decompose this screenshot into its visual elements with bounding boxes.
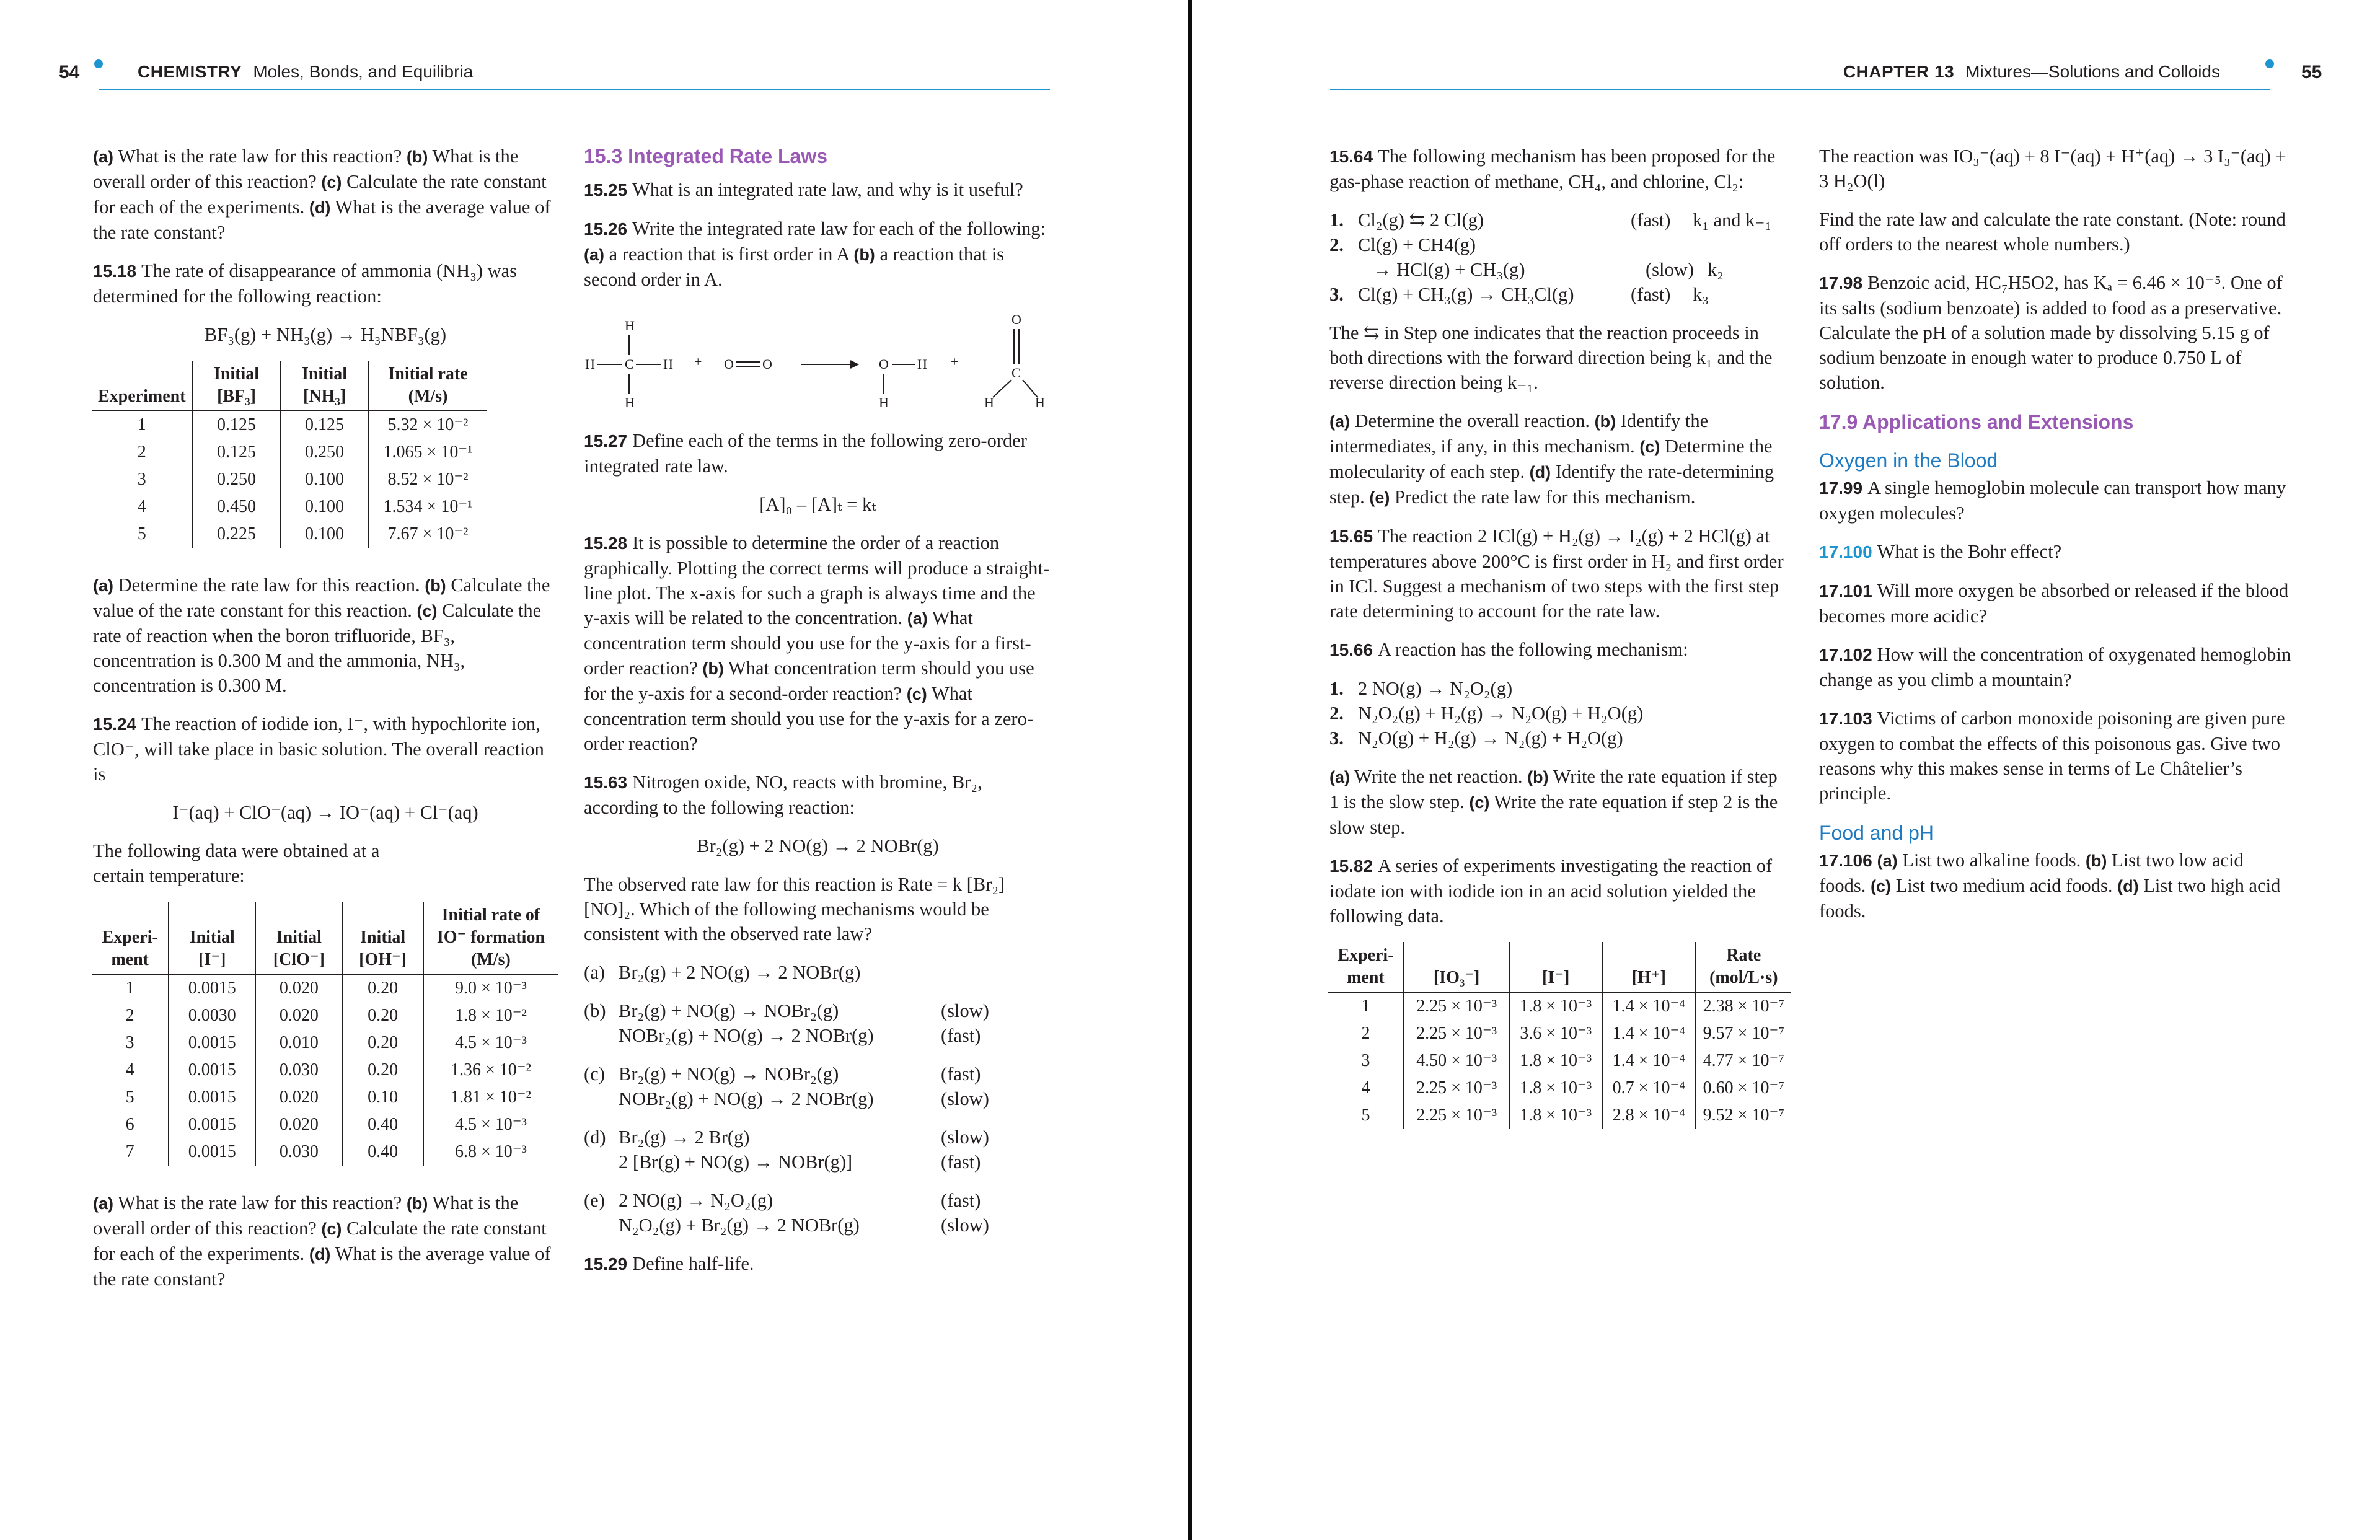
table-cell: 0.60 × 10⁻⁷ (1696, 1075, 1791, 1102)
running-head-chapter: CHAPTER 13 (1843, 62, 1955, 81)
option-speed-tag: (slow) (941, 1215, 989, 1236)
table-cell: 1.8 × 10⁻² (423, 1002, 558, 1029)
table-cell: 2.25 × 10⁻³ (1404, 1075, 1509, 1102)
table-row (92, 1084, 558, 1111)
option-label: (c) (584, 1063, 605, 1085)
table-row (92, 974, 558, 1002)
table-header-cell: Initial [ClO⁻] (255, 902, 342, 974)
header-accent-dot (94, 59, 103, 68)
table-cell: 3 (1361, 1051, 1370, 1070)
question-15-63-text: The observed rate law for this reaction is Rate = k [Br₂][NO]₂. Which of the following mechanisms would be consistent with the observed rate law? (584, 874, 1005, 944)
table-cell: 2 (125, 1006, 134, 1025)
option-reaction: 2 [Br(g) + NO(g) → NOBr(g)] (619, 1151, 853, 1173)
option-reaction: Br₂(g) + NO(g) → NOBr₂(g) (619, 1000, 839, 1021)
question-17-102: 17.102 How will the concentration of oxygenated hemoglobin change as you climb a mountain? (1819, 644, 2291, 690)
table-cell: 4 (137, 497, 146, 516)
left-page-header (0, 59, 1188, 90)
step-reaction: Cl(g) + CH4(g) (1358, 234, 1476, 255)
header-accent-dot (2265, 59, 2274, 68)
rate-data-table-bf3 (92, 361, 487, 548)
table-header-cell: Rate (mol/L·s) (1696, 942, 1791, 992)
formaldehyde-h-left: H (984, 395, 994, 410)
table-header-cell: [I⁻] (1509, 942, 1602, 992)
table-row (92, 1111, 558, 1138)
table-cell: 4.77 × 10⁻⁷ (1696, 1047, 1791, 1075)
right-page-header (1192, 59, 2380, 90)
subsection-food-ph: Food and pH (1819, 822, 1934, 844)
question-15-63: 15.63 Nitrogen oxide, NO, reacts with bromine, Br₂, according to the following reaction: (584, 772, 982, 818)
table-cell: 1.4 × 10⁻⁴ (1602, 992, 1696, 1020)
step-speed-tag: (slow) (1646, 259, 1694, 280)
table-cell: 0.100 (281, 493, 369, 521)
equation-zero-order: [A]₀ – [A]ₜ = kₜ (759, 494, 876, 515)
arrow-head (850, 361, 858, 368)
question-15-25: 15.25 What is an integrated rate law, and why is it useful? (584, 179, 1023, 200)
mechanism-steps-methane (1329, 208, 1791, 307)
table-row (92, 521, 487, 548)
table-cell: 0.20 (342, 1057, 423, 1084)
methane-h-right: H (663, 356, 673, 372)
table-header-cell: Initial [I⁻] (169, 902, 255, 974)
table-cell: 7 (125, 1142, 134, 1161)
question-15-18-parts: (a) Determine the rate law for this reaction. (b) Calculate the value of the rate constant for this reaction. (c) Calculate the rate of reaction when the boron trifluoride, BF₃, concentration is 0.300 M and the ammonia, NH₃, concentration is 0.300 M. (93, 574, 550, 696)
table-cell: 6.8 × 10⁻³ (423, 1138, 558, 1166)
table-cell: 2.8 × 10⁻⁴ (1602, 1102, 1696, 1129)
table-cell: 9.57 × 10⁻⁷ (1696, 1020, 1791, 1047)
section-title-integrated-rate-laws: 15.3 Integrated Rate Laws (584, 145, 828, 167)
equation-iodide: I⁻(aq) + ClO⁻(aq) → IO⁻(aq) + Cl⁻(aq) (172, 802, 478, 823)
table-cell: 4 (125, 1060, 134, 1080)
table-row (92, 1002, 558, 1029)
table-row (1328, 1102, 1791, 1129)
table-header-cell: Experi-ment (1328, 942, 1404, 992)
table-row (92, 466, 487, 493)
table-cell: 0.100 (281, 466, 369, 493)
table-cell: 2.25 × 10⁻³ (1404, 992, 1509, 1020)
page-number: 54 (59, 62, 80, 82)
mechanism-option (584, 1125, 1052, 1174)
water-h-right: H (917, 356, 927, 372)
question-15-27: 15.27 Define each of the terms in the following zero-order integrated rate law. (584, 430, 1027, 477)
question-15-66-parts: (a) Write the net reaction. (b) Write the rate equation if step 1 is the slow step. (c) Write the rate equation if step 2 is the slow step. (1329, 766, 1778, 838)
table-header-cell: Initial [BF₃] (193, 361, 281, 411)
table-cell: 0.20 (342, 974, 423, 1002)
table-cell: 0.250 (193, 466, 281, 493)
step-reaction: N₂O₂(g) + H₂(g) → N₂O(g) + H₂O(g) (1358, 703, 1644, 724)
step-number: 1. (1329, 678, 1344, 699)
subsection-oxygen-blood: Oxygen in the Blood (1819, 449, 1998, 472)
table-cell: 5 (137, 524, 146, 543)
option-reaction: 2 NO(g) → N₂O₂(g) (619, 1190, 774, 1211)
table-header-cell: Initial [NH₃] (281, 361, 369, 411)
step-number: 3. (1329, 284, 1344, 305)
table-cell: 3 (125, 1033, 134, 1052)
option-label: (e) (584, 1190, 605, 1211)
table-row (1328, 1047, 1791, 1075)
option-speed-tag: (fast) (941, 1190, 981, 1211)
table-row (92, 411, 487, 439)
question-15-26: 15.26 Write the integrated rate law for each of the following: (a) a reaction that is first order in A (b) a reaction that is second order in A. (584, 218, 1046, 290)
question-17-103: 17.103 Victims of carbon monoxide poisoning are given pure oxygen to combat the effects of this poisonous gas. Give two reasons why this makes sense in terms of Le Châtelier’s principle. (1819, 708, 2285, 804)
table-cell: 6 (125, 1115, 134, 1134)
mechanism-option (584, 998, 1052, 1048)
mechanism-options (584, 960, 1052, 1238)
table-cell: 0.0015 (169, 1029, 255, 1057)
question-15-28: 15.28 It is possible to determine the order of a reaction graphically. Plotting the correct terms will produce a straight-line plot. The x-axis for such a graph is always time and the y-axis will be related to the concentration. (a) What concentration term should you use for the y-axis for a first-order reaction? (b) What concentration term should you use for the y-axis for a second-order reaction? (c) What concentration term should you use for the y-axis for a zero-order reaction? (584, 532, 1049, 754)
option-reaction: NOBr₂(g) + NO(g) → 2 NOBr(g) (619, 1025, 874, 1046)
plus-sign-2: + (951, 354, 959, 369)
table-cell: 4 (1361, 1078, 1370, 1098)
equation-bf3: BF₃(g) + NH₃(g) → H₃NBF₃(g) (204, 324, 447, 345)
question-15-82: 15.82 A series of experiments investigating the reaction of iodate ion with iodide ion in an acid solution yielded the following data. (1329, 855, 1773, 926)
table-cell: 0.10 (342, 1084, 423, 1111)
methane-h-bottom: H (625, 395, 635, 410)
table-cell: 1 (137, 415, 146, 434)
left-column-1 (93, 144, 558, 1305)
table-cell: 0.0030 (169, 1002, 255, 1029)
table-cell: 4.5 × 10⁻³ (423, 1029, 558, 1057)
question-15-65: 15.65 The reaction 2 ICl(g) + H₂(g) → I₂(g) + 2 HCl(g) at temperatures above 200°C is first order in H₂ and first order in ICl. Suggest a mechanism of two steps with the first step rate determining to account for the rate law. (1329, 526, 1784, 622)
table-cell: 0.0015 (169, 1138, 255, 1166)
table-cell: 0.450 (193, 493, 281, 521)
reaction-statement: The reaction was IO₃⁻(aq) + 8 I⁻(aq) + H⁺(aq) → 3 I₃⁻(aq) + 3 H₂O(l) (1819, 146, 2286, 191)
water-h-bottom: H (879, 395, 889, 410)
right-page (1192, 0, 2380, 1540)
table-cell: 1.8 × 10⁻³ (1509, 1047, 1602, 1075)
table-cell: 0.40 (342, 1111, 423, 1138)
option-speed-tag: (fast) (941, 1151, 981, 1173)
table-cell: 0.250 (281, 439, 369, 466)
table-cell: 0.7 × 10⁻⁴ (1602, 1075, 1696, 1102)
table-cell: 4.50 × 10⁻³ (1404, 1047, 1509, 1075)
table-cell: 2.25 × 10⁻³ (1404, 1102, 1509, 1129)
question-15-64: 15.64 The following mechanism has been proposed for the gas-phase reaction of methane, CH₄, and chlorine, Cl₂: (1329, 146, 1776, 192)
running-head-subtitle: Mixtures—Solutions and Colloids (1965, 62, 2220, 81)
table-cell: 1.065 × 10⁻¹ (369, 439, 487, 466)
table-cell: 2.38 × 10⁻⁷ (1696, 992, 1791, 1020)
header-rule (1330, 89, 2270, 90)
table-cell: 1.81 × 10⁻² (423, 1084, 558, 1111)
table-cell: 0.20 (342, 1002, 423, 1029)
table-cell: 0.020 (255, 1002, 342, 1029)
table-cell: 0.020 (255, 1111, 342, 1138)
table-row (1328, 1075, 1791, 1102)
question-15-66: 15.66 A reaction has the following mechanism: (1329, 639, 1688, 660)
step-number: 3. (1329, 728, 1344, 749)
step-number: 1. (1329, 209, 1344, 231)
methane-c: C (625, 356, 634, 372)
table-header-cell: Experiment (92, 361, 193, 411)
table-cell: 5 (1361, 1106, 1370, 1125)
step-number: 2. (1329, 703, 1344, 724)
table-cell: 0.0015 (169, 974, 255, 1002)
step-rate-constant: k₂ (1708, 259, 1724, 280)
step-reaction: Cl₂(g) ⇆ 2 Cl(g) (1358, 209, 1484, 231)
formaldehyde-h-right: H (1035, 395, 1045, 410)
table-cell: 5 (125, 1088, 134, 1107)
table-header-cell: [H⁺] (1602, 942, 1696, 992)
table-cell: 1.4 × 10⁻⁴ (1602, 1047, 1696, 1075)
table-cell: 2.25 × 10⁻³ (1404, 1020, 1509, 1047)
option-speed-tag: (slow) (941, 1000, 989, 1021)
bond-line (1023, 380, 1038, 397)
page-number: 55 (2301, 62, 2322, 82)
table-cell: 9.52 × 10⁻⁷ (1696, 1102, 1791, 1129)
table-cell: 0.100 (281, 521, 369, 548)
option-speed-tag: (slow) (941, 1127, 989, 1148)
formaldehyde-o: O (1011, 312, 1021, 327)
mechanism-step (1329, 282, 1791, 307)
table-row (92, 1057, 558, 1084)
table-cell: 0.125 (281, 411, 369, 439)
question-17-98: 17.98 Benzoic acid, HC₇H5O2, has Kₐ = 6.46 × 10⁻⁵. One of its salts (sodium benzoate) is added to food as a preservative. Calculate the pH of a solution made by dissolving 5.15 g of sodium benzoate in enough water to produce 0.750 L of solution. (1819, 272, 2283, 393)
question-17-106: 17.106 (a) List two alkaline foods. (b) List two low acid foods. (c) List two medium acid foods. (d) List two high acid foods. (1819, 850, 2281, 922)
running-head-subtitle: Moles, Bonds, and Equilibria (253, 62, 474, 81)
structure-diagram (584, 306, 1052, 417)
table-row (92, 439, 487, 466)
step-reaction: N₂O(g) + H₂(g) → N₂(g) + H₂O(g) (1358, 728, 1623, 749)
table-cell: 3.6 × 10⁻³ (1509, 1020, 1602, 1047)
table-cell: 3 (137, 470, 146, 489)
oxygen-o-1: O (724, 356, 734, 372)
mechanism-step (1329, 726, 1791, 750)
mechanism-option (584, 1062, 1052, 1111)
question-17-99: 17.99 A single hemoglobin molecule can transport how many oxygen molecules? (1819, 477, 2286, 524)
oxygen-o-2: O (762, 356, 772, 372)
table-header-cell: Initial rate (M/s) (369, 361, 487, 411)
table-cell: 0.020 (255, 1084, 342, 1111)
data-intro: The following data were obtained at a certain temperature: (93, 840, 380, 886)
step-reaction: 2 NO(g) → N₂O₂(g) (1358, 678, 1513, 699)
plus-sign-1: + (694, 354, 702, 369)
header-rule (99, 89, 1050, 90)
table-cell: 1.8 × 10⁻³ (1509, 992, 1602, 1020)
table-cell: 0.0015 (169, 1084, 255, 1111)
find-rate-law: Find the rate law and calculate the rate constant. (Note: round off orders to the nearest whole numbers.) (1819, 209, 2286, 255)
formaldehyde-c: C (1011, 365, 1021, 381)
table-cell: 0.010 (255, 1029, 342, 1057)
mechanism-option (584, 960, 1052, 985)
step-number (1329, 257, 1358, 282)
mechanism-option (584, 1188, 1052, 1238)
table-cell: 1.36 × 10⁻² (423, 1057, 558, 1084)
question-15-29: 15.29 Define half-life. (584, 1253, 754, 1274)
step-speed-tag: (fast) (1631, 284, 1671, 305)
table-cell: 1.8 × 10⁻³ (1509, 1102, 1602, 1129)
table-cell: 0.0015 (169, 1111, 255, 1138)
option-speed-tag: (slow) (941, 1088, 989, 1109)
table-cell: 1.4 × 10⁻⁴ (1602, 1020, 1696, 1047)
table-header-cell: Initial rate of IO⁻ formation (M/s) (423, 902, 558, 974)
table-cell: 2 (1361, 1024, 1370, 1043)
left-column-2 (584, 144, 1052, 1290)
option-reaction: N₂O₂(g) + Br₂(g) → 2 NOBr(g) (619, 1215, 860, 1236)
table-header-cell: Initial [OH⁻] (342, 902, 423, 974)
step-rate-constant: k₃ (1693, 284, 1709, 305)
table-cell: 1.8 × 10⁻³ (1509, 1075, 1602, 1102)
table-cell: 5.32 × 10⁻² (369, 411, 487, 439)
mechanism-step (1329, 701, 1791, 726)
option-speed-tag: (fast) (941, 1063, 981, 1085)
table-cell: 8.52 × 10⁻² (369, 466, 487, 493)
table-cell: 0.030 (255, 1057, 342, 1084)
table-cell: 0.125 (193, 439, 281, 466)
table-cell: 7.67 × 10⁻² (369, 521, 487, 548)
mechanism-step (1329, 232, 1791, 257)
question-17-101: 17.101 Will more oxygen be absorbed or released if the blood becomes more acidic? (1819, 580, 2289, 627)
table-row (92, 1029, 558, 1057)
question-15-64-parts: (a) Determine the overall reaction. (b) Identify the intermediates, if any, in this mechanism. (c) Determine the molecularity of each step. (d) Identify the rate-determining step. (e) Predict the rate law for this mechanism. (1329, 410, 1774, 508)
right-column-2 (1819, 144, 2293, 937)
question-15-18: 15.18 The rate of disappearance of ammonia (NH₃) was determined for the following reaction: (93, 260, 518, 307)
right-column-1 (1329, 144, 1791, 1154)
methane-h-left: H (585, 356, 595, 372)
option-label: (d) (584, 1127, 606, 1148)
step-speed-tag: (fast) (1631, 209, 1671, 231)
table-cell: 0.40 (342, 1138, 423, 1166)
left-page (0, 0, 1188, 1540)
option-label: (b) (584, 1000, 606, 1021)
option-speed-tag (941, 960, 997, 985)
section-title-applications: 17.9 Applications and Extensions (1819, 411, 2134, 433)
table-header-cell: Experi-ment (92, 902, 169, 974)
table-cell: 0.0015 (169, 1057, 255, 1084)
option-reaction: Br₂(g) + 2 NO(g) → 2 NOBr(g) (619, 962, 861, 983)
option-label: (a) (584, 962, 605, 983)
question-15-64-note: The ⇆ in Step one indicates that the reaction proceeds in both directions with the forward direction being k₁ and the reverse direction being k₋₁. (1329, 322, 1773, 393)
option-speed-tag: (fast) (941, 1025, 981, 1046)
rate-data-table-iodide (92, 902, 558, 1166)
bond-line (993, 380, 1011, 397)
table-row (1328, 992, 1791, 1020)
table-cell: 9.0 × 10⁻³ (423, 974, 558, 1002)
rate-data-table-iodate (1328, 942, 1791, 1129)
option-reaction: Br₂(g) → 2 Br(g) (619, 1127, 750, 1148)
table-row (92, 1138, 558, 1166)
table-cell: 1.534 × 10⁻¹ (369, 493, 487, 521)
table-cell: 0.20 (342, 1029, 423, 1057)
step-reaction: Cl(g) + CH₃(g) → CH₃Cl(g) (1358, 284, 1574, 305)
table-cell: 0.020 (255, 974, 342, 1002)
table-header-cell: [IO₃⁻] (1404, 942, 1509, 992)
mechanism-steps-no (1329, 676, 1791, 750)
option-reaction: Br₂(g) + NO(g) → NOBr₂(g) (619, 1063, 839, 1085)
equation-nobr: Br₂(g) + 2 NO(g) → 2 NOBr(g) (697, 835, 939, 856)
step-rate-constant: k₁ and k₋₁ (1693, 209, 1772, 231)
step-number: 2. (1329, 234, 1344, 255)
table-row (92, 493, 487, 521)
step-speed-tag (1631, 232, 1693, 257)
step-reaction: → HCl(g) + CH₃(g) (1373, 259, 1525, 280)
running-head-chapter: CHEMISTRY (138, 62, 242, 81)
table-cell: 1 (1361, 997, 1370, 1016)
table-cell: 0.030 (255, 1138, 342, 1166)
question-outro: (a) What is the rate law for this reaction? (b) What is the overall order of this reaction? (c) Calculate the rate constant for each of the experiments. (d) What is the average value of the rate constant? (93, 1192, 551, 1290)
table-cell: 0.225 (193, 521, 281, 548)
mechanism-step (1329, 676, 1791, 701)
question-intro: (a) What is the rate law for this reaction? (b) What is the overall order of this reaction? (c) Calculate the rate constant for each of the experiments. (d) What is the average value of the rate constant? (93, 146, 551, 243)
methane-h-top: H (625, 318, 635, 333)
table-cell: 0.125 (193, 411, 281, 439)
table-row (1328, 1020, 1791, 1047)
table-cell: 1 (125, 979, 134, 998)
question-15-24: 15.24 The reaction of iodide ion, I⁻, with hypochlorite ion, ClO⁻, will take place in basic solution. The overall reaction is (93, 713, 544, 785)
question-17-100: 17.100 What is the Bohr effect? (1819, 541, 2062, 562)
table-cell: 4.5 × 10⁻³ (423, 1111, 558, 1138)
water-o: O (879, 356, 889, 372)
mechanism-step (1329, 208, 1791, 232)
mechanism-step (1329, 257, 1791, 282)
table-cell: 2 (137, 442, 146, 462)
option-reaction: NOBr₂(g) + NO(g) → 2 NOBr(g) (619, 1088, 874, 1109)
